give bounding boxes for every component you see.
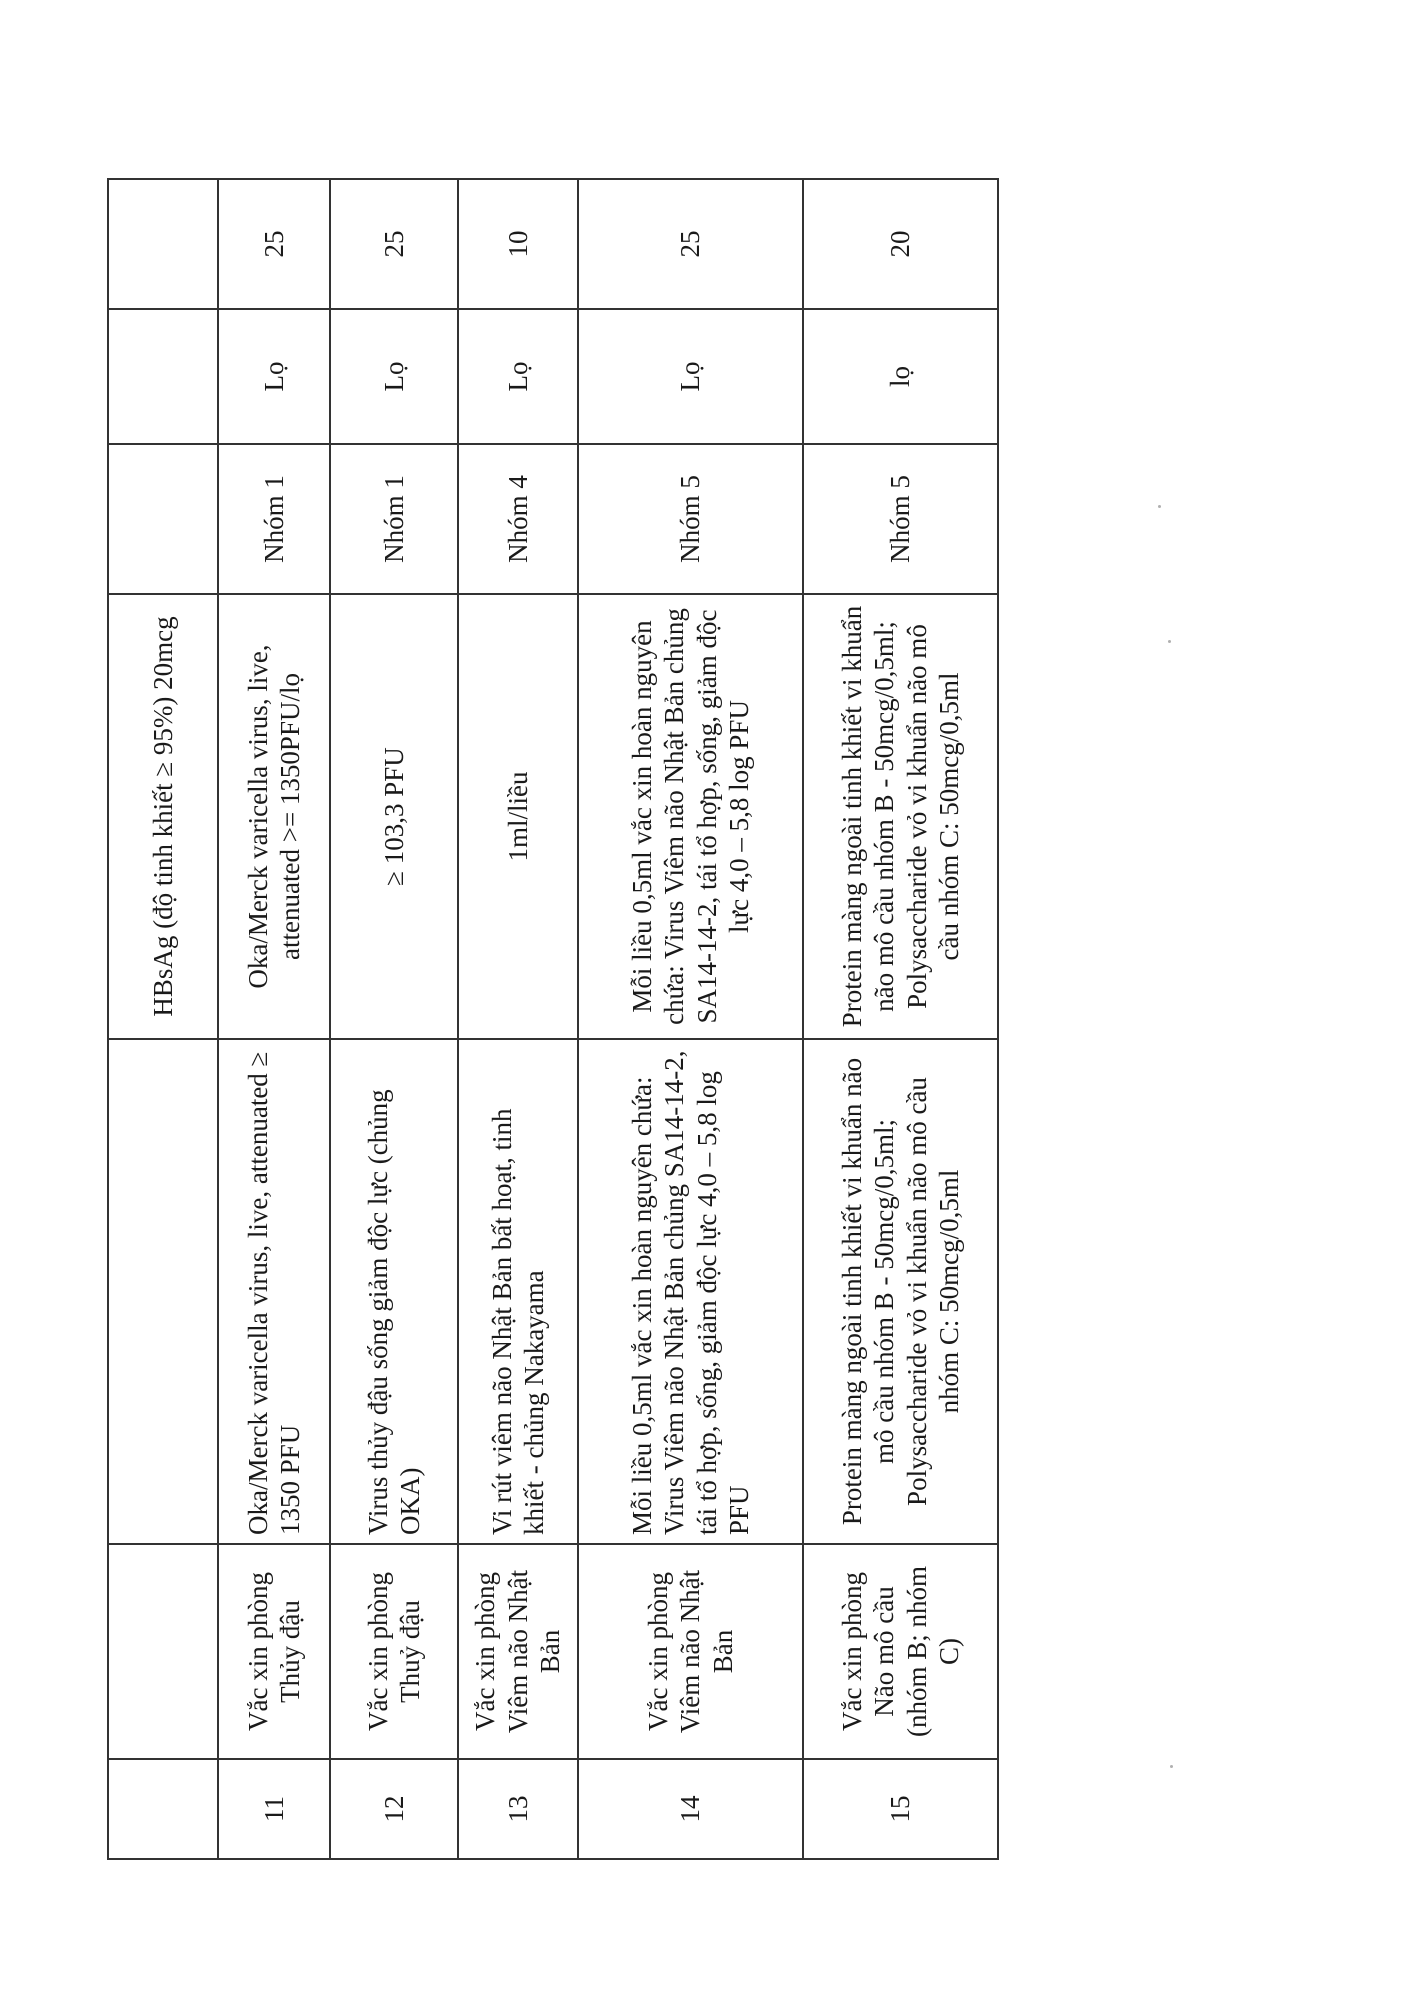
cell-stt [108, 1759, 218, 1859]
cell-unit: lọ [803, 309, 998, 444]
cell-spec: Vi rút viêm não Nhật Bản bất hoạt, tinh khiết - chủng Nakayama [458, 1039, 578, 1544]
cell-stt: 15 [803, 1759, 998, 1859]
cell-qty: 25 [218, 179, 330, 309]
cell-qty: 10 [458, 179, 578, 309]
cell-spec: Virus thủy đậu sống giảm độc lực (chủng OKA) [330, 1039, 458, 1544]
cell-spec [108, 1039, 218, 1544]
cell-name: Vắc xin phòng Não mô cầu (nhóm B; nhóm C) [803, 1544, 998, 1759]
cell-content: Mỗi liều 0,5ml vắc xin hoàn nguyên chứa: Virus Viêm não Nhật Bản chủng SA14-14-2, tái tổ hợp, sống, giảm độc lực 4,0 – 5,8 log PFU [578, 594, 803, 1039]
cell-group: Nhóm 1 [330, 444, 458, 594]
cell-unit: Lọ [578, 309, 803, 444]
table-row [218, 179, 330, 1859]
cell-qty: 25 [330, 179, 458, 309]
cell-spec: Mỗi liều 0,5ml vắc xin hoàn nguyên chứa: Virus Viêm não Nhật Bản chủng SA14-14-2, tái tổ hợp, sống, giảm độc lực 4,0 – 5,8 log PFU [578, 1039, 803, 1544]
cell-group: Nhóm 5 [578, 444, 803, 594]
cell-content: Protein màng ngoài tinh khiết vi khuẩn não mô cầu nhóm B - 50mcg/0,5ml; Polysaccharide vỏ vi khuẩn não mô cầu nhóm C: 50mcg/0,5ml [803, 594, 998, 1039]
cell-qty [108, 179, 218, 309]
cell-qty: 25 [578, 179, 803, 309]
cell-name: Vắc xin phòng Thuỷ đậu [330, 1544, 458, 1759]
scan-speck [1168, 640, 1171, 643]
table-row [108, 179, 218, 1859]
cell-content: HBsAg (độ tinh khiết ≥ 95%) 20mcg [108, 594, 218, 1039]
cell-stt: 12 [330, 1759, 458, 1859]
scan-speck [1158, 505, 1161, 508]
cell-name: Vắc xin phòng Viêm não Nhật Bản [578, 1544, 803, 1759]
cell-unit: Lọ [330, 309, 458, 444]
cell-spec: Oka/Merck varicella virus, live, attenuated ≥ 1350 PFU [218, 1039, 330, 1544]
vaccine-table [107, 178, 999, 1860]
table-row [458, 179, 578, 1859]
cell-group: Nhóm 5 [803, 444, 998, 594]
cell-unit: Lọ [458, 309, 578, 444]
rotated-table-wrapper [107, 180, 997, 1860]
cell-stt: 13 [458, 1759, 578, 1859]
cell-spec: Protein màng ngoài tinh khiết vi khuẩn não mô cầu nhóm B - 50mcg/0,5ml; Polysaccharide vỏ vi khuẩn não mô cầu nhóm C: 50mcg/0,5ml [803, 1039, 998, 1544]
scan-speck [1170, 1765, 1173, 1768]
table-row [578, 179, 803, 1859]
cell-content: Oka/Merck varicella virus, live, attenuated >= 1350PFU/lọ [218, 594, 330, 1039]
cell-name [108, 1544, 218, 1759]
cell-unit: Lọ [218, 309, 330, 444]
cell-qty: 20 [803, 179, 998, 309]
cell-name: Vắc xin phòng Thủy đậu [218, 1544, 330, 1759]
cell-name: Vắc xin phòng Viêm não Nhật Bản [458, 1544, 578, 1759]
cell-group: Nhóm 4 [458, 444, 578, 594]
cell-group: Nhóm 1 [218, 444, 330, 594]
cell-stt: 14 [578, 1759, 803, 1859]
cell-stt: 11 [218, 1759, 330, 1859]
cell-content: ≥ 103,3 PFU [330, 594, 458, 1039]
table-row [803, 179, 998, 1859]
cell-unit [108, 309, 218, 444]
table-row [330, 179, 458, 1859]
cell-group [108, 444, 218, 594]
cell-content: 1ml/liều [458, 594, 578, 1039]
